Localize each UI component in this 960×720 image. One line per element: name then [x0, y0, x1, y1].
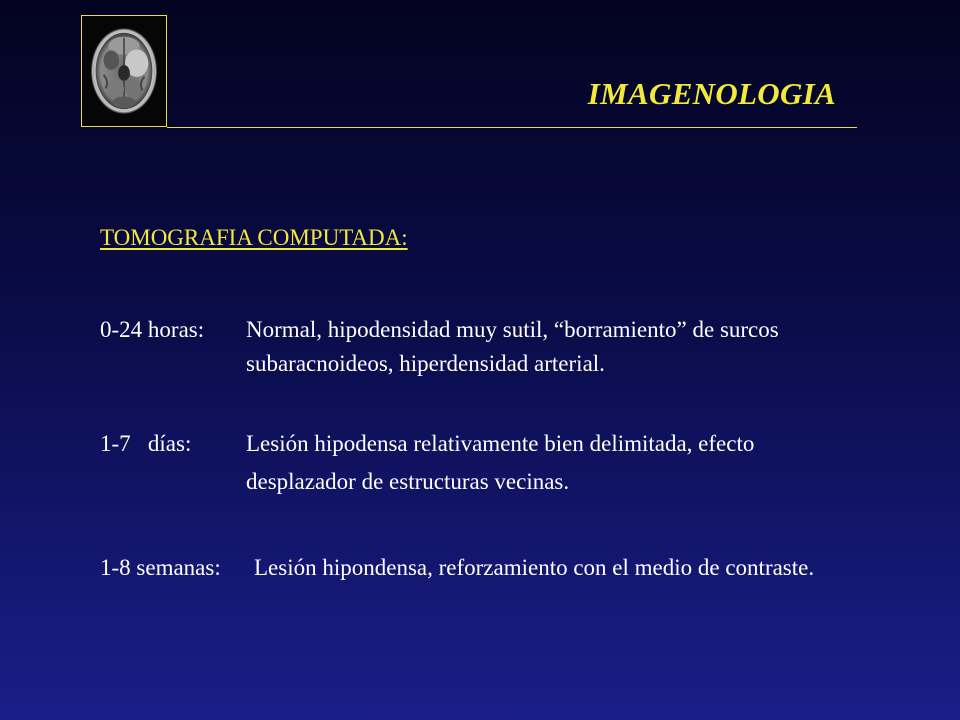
entry-text-line-2: subaracnoideos, hiperdensidad arterial.	[246, 351, 605, 376]
entry-text-line-2: desplazador de estructuras vecinas.	[246, 469, 570, 494]
entry-text-line-1: Lesión hipondensa, reforzamiento con el medio de contraste.	[254, 555, 815, 580]
section-heading: TOMOGRAFIA COMPUTADA:	[100, 225, 408, 250]
entry-label: 0-24 horas:	[100, 317, 205, 342]
entry-text-line-1: Lesión hipodensa relativamente bien delimitada, efecto	[246, 431, 755, 456]
title-divider	[167, 127, 857, 128]
entry-text-line-1: Normal, hipodensidad muy sutil, “borramiento” de surcos	[246, 317, 779, 342]
slide-title: IMAGENOLOGIA	[587, 76, 836, 111]
entry-label: 1-8 semanas:	[100, 555, 221, 580]
entry-label: 1-7 días:	[100, 431, 192, 456]
brain-ct-scan-image	[81, 15, 167, 127]
